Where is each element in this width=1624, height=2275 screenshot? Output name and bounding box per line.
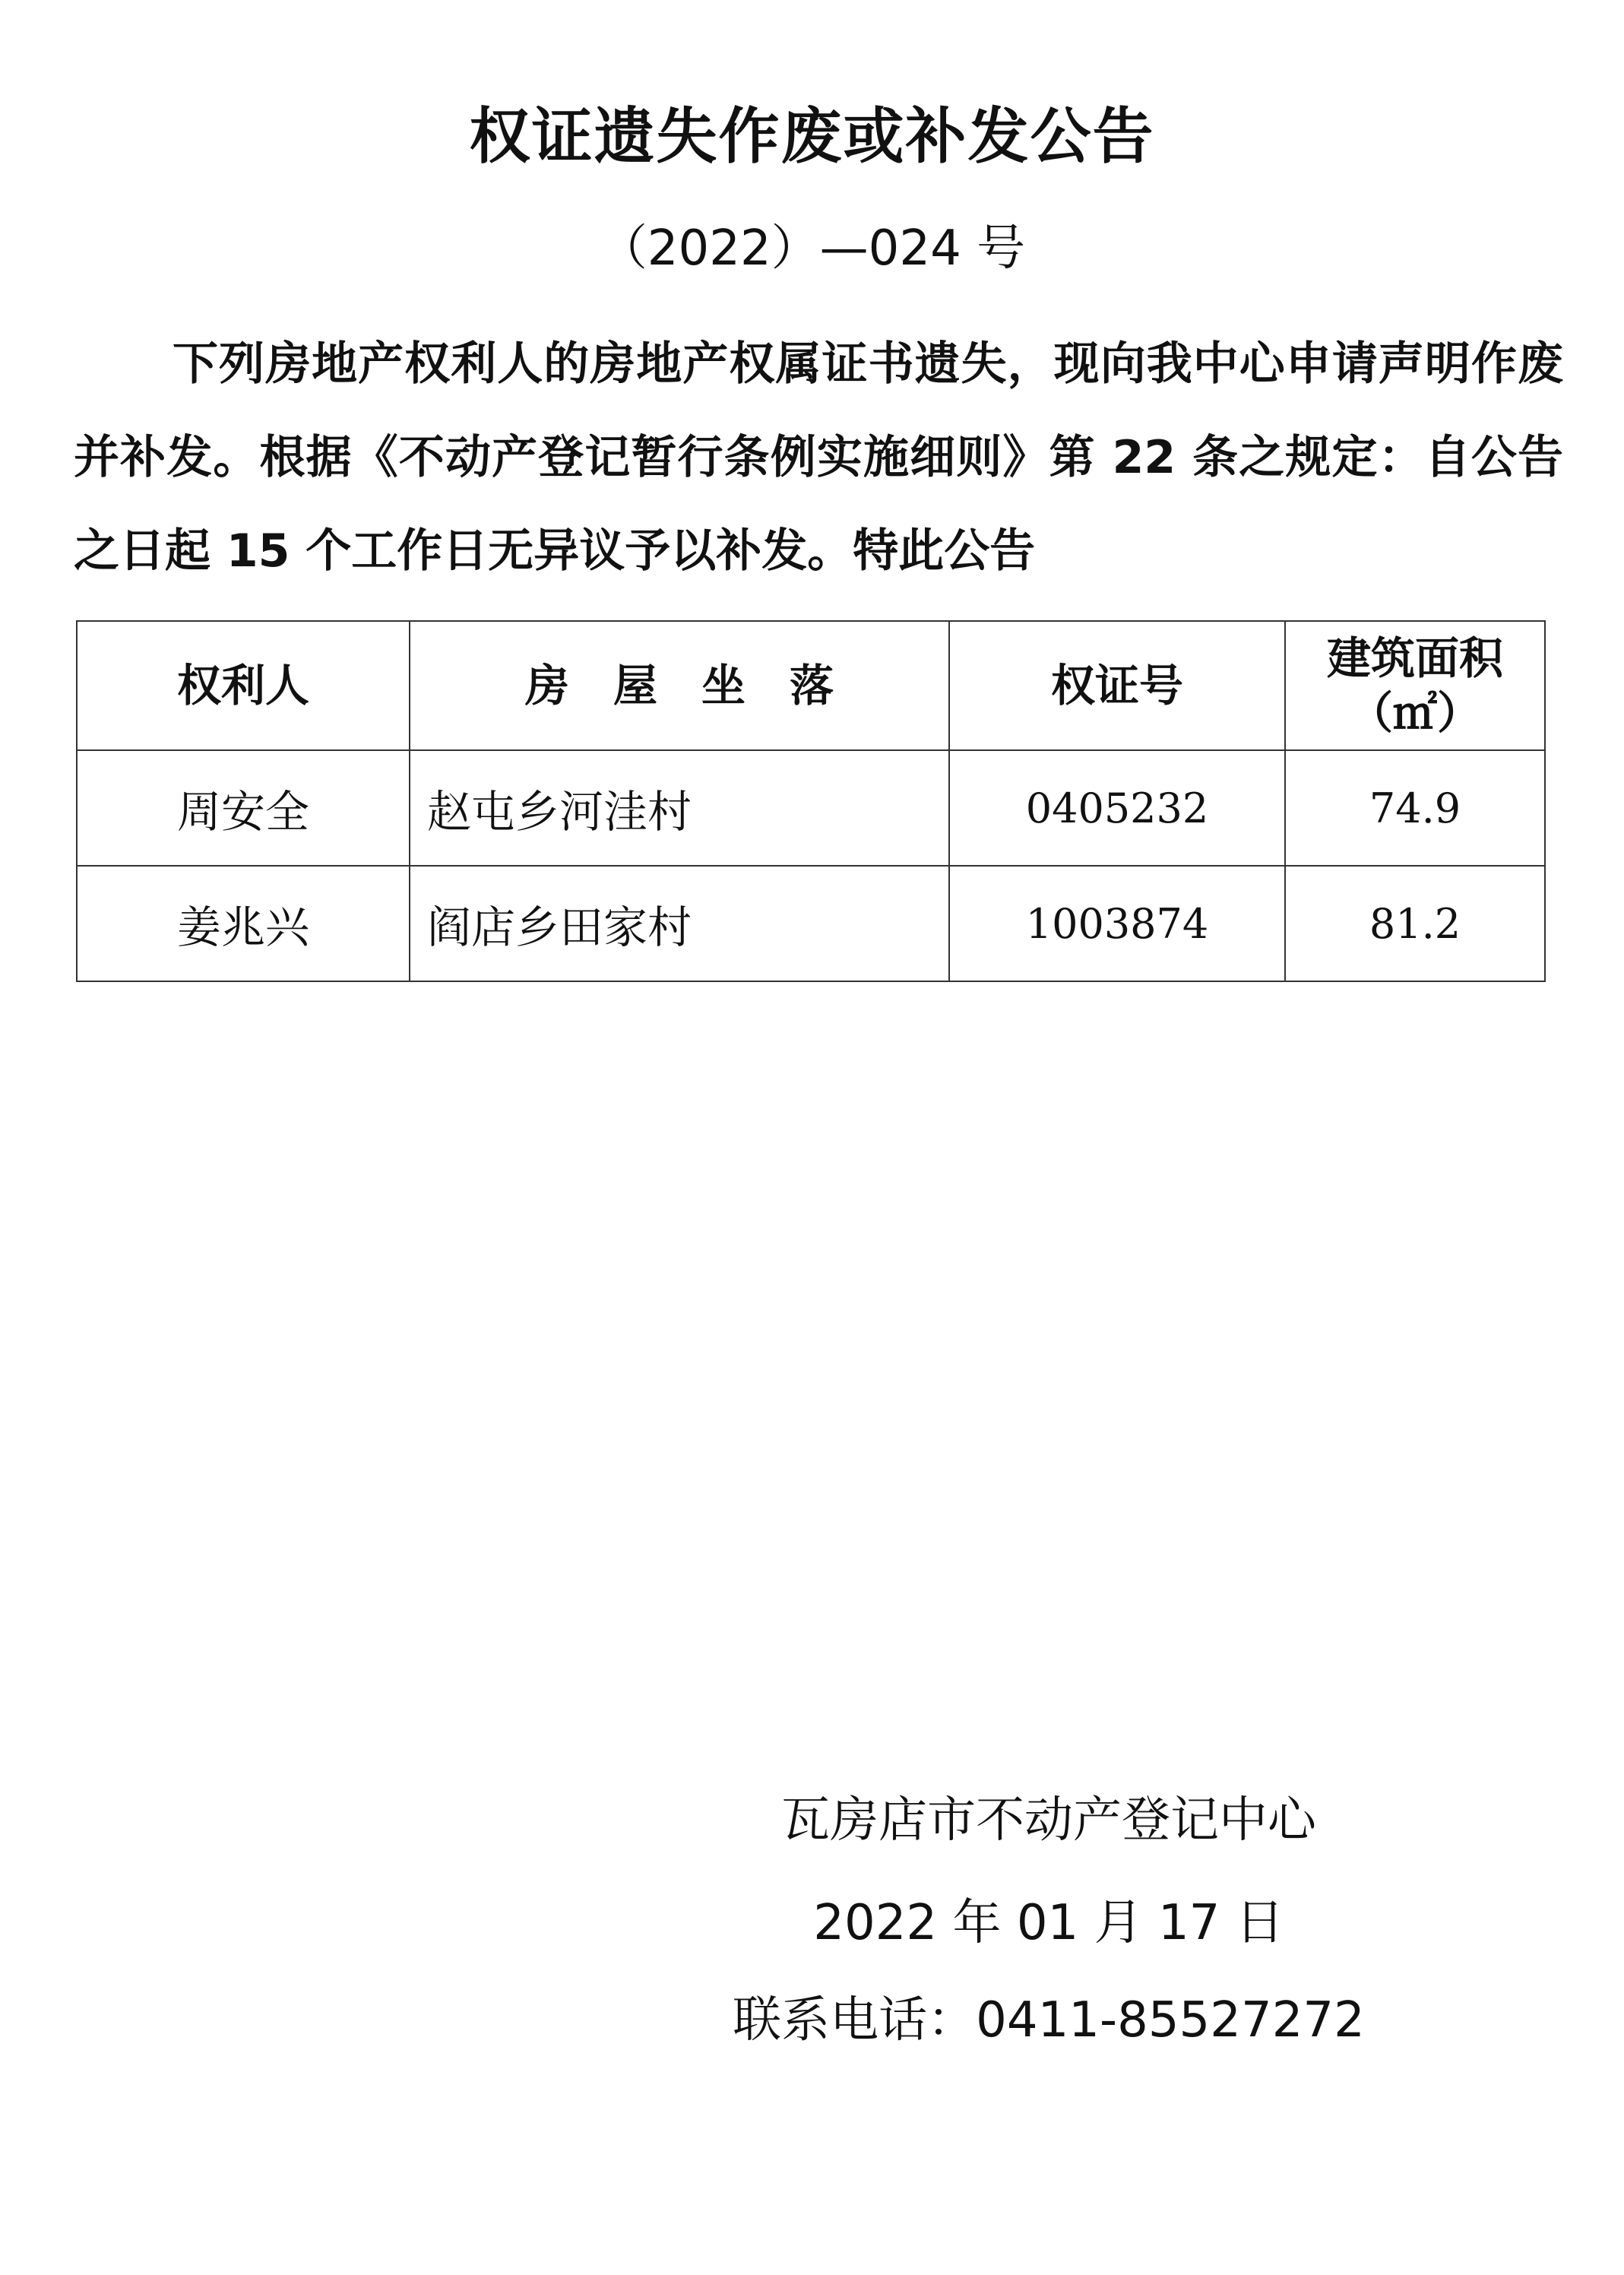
cell-cert-no: 1003874: [949, 866, 1285, 981]
table-row: [77, 750, 1545, 866]
cell-area: 74.9: [1285, 750, 1545, 866]
footer-org: 瓦房店市不动产登记中心: [781, 1792, 1316, 1849]
footer-phone: 联系电话：0411-85527272: [733, 1992, 1365, 2048]
header-cert-no: 权证号: [949, 621, 1285, 750]
notice-body: 下列房地产权利人的房地产权属证书遗失，现向我中心申请声明作废并补发。根据《不动产登记暂行条例实施细则》第 22 条之规定：自公告之日起 15 个工作日无异议予以补发。特此公告: [74, 337, 1563, 578]
cell-location: 阎店乡田家村: [410, 866, 949, 981]
header-owner: 权利人: [77, 621, 410, 750]
header-location: 房 屋 坐 落: [410, 621, 949, 750]
footer-date: 2022 年 01 月 17 日: [813, 1895, 1284, 1951]
cell-owner: 姜兆兴: [77, 866, 410, 981]
cell-cert-no: 0405232: [949, 750, 1285, 866]
cell-owner: 周安全: [77, 750, 410, 866]
notice-title: 权证遗失作废或补发公告: [469, 101, 1155, 172]
header-area: [1285, 621, 1545, 750]
cell-area: 81.2: [1285, 866, 1545, 981]
table-row: [77, 866, 1545, 981]
header-area-line2: （㎡）: [1348, 687, 1481, 739]
header-area-line1: 建筑面积: [1326, 632, 1503, 684]
notice-number: （2022）—024 号: [598, 220, 1026, 277]
records-table: [76, 620, 1546, 982]
table-header-row: [77, 621, 1545, 750]
cell-location: 赵屯乡河洼村: [410, 750, 949, 866]
